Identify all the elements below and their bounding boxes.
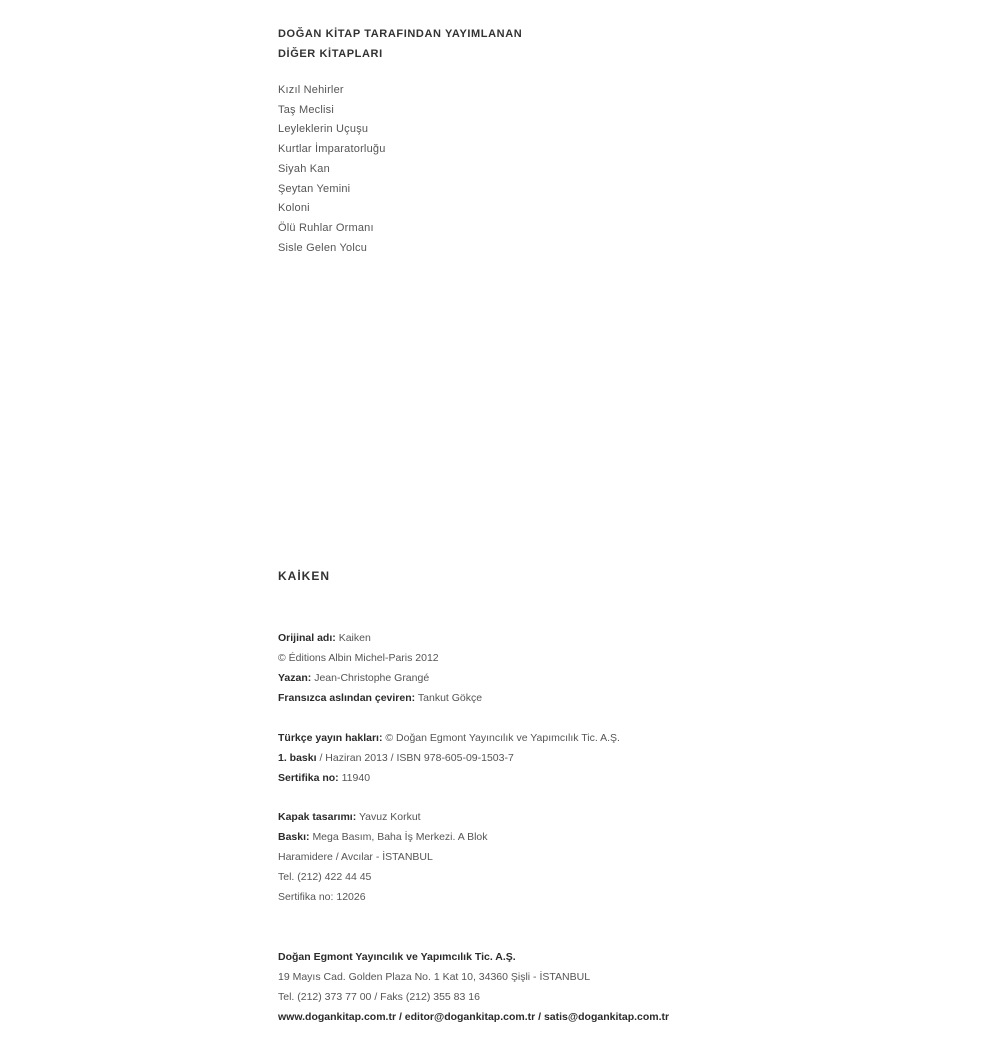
original-title-line: [278, 628, 482, 648]
author-label: Yazan:: [278, 672, 312, 684]
list-item: Leyleklerin Uçuşu: [278, 123, 369, 136]
publisher-address: 19 Mayıs Cad. Golden Plaza No. 1 Kat 10, 34360 Şişli - İSTANBUL: [278, 971, 591, 983]
publisher-block: [278, 947, 669, 1027]
printer-phone: Tel. (212) 422 44 45: [278, 871, 372, 883]
certificate-value: 11940: [341, 772, 371, 784]
author-line: [278, 668, 482, 688]
list-item: Ölü Ruhlar Ormanı: [278, 221, 374, 234]
list-item: Kurtlar İmparatorluğu: [278, 143, 386, 156]
list-item: Sisle Gelen Yolcu: [278, 241, 368, 254]
edition-line: [278, 748, 620, 768]
rights-label: Türkçe yayın hakları:: [278, 732, 383, 744]
publisher-name: Doğan Egmont Yayıncılık ve Yapımcılık Tic. A.Ş.: [278, 951, 516, 963]
publisher-web-links: www.dogankitap.com.tr / editor@dogankitap.com.tr / satis@dogankitap.com.tr: [278, 1011, 670, 1023]
certificate-line: [278, 768, 620, 788]
production-block: [278, 807, 488, 907]
cover-design-line: [278, 807, 488, 827]
printing-value: Mega Basım, Baha İş Merkezi. A Blok: [312, 831, 488, 843]
heading-line-1: DOĞAN KİTAP TARAFINDAN YAYIMLANAN: [278, 28, 523, 40]
work-title: KAİKEN: [278, 569, 331, 583]
copyright-line: © Éditions Albin Michel-Paris 2012: [278, 652, 439, 664]
printing-label: Baskı:: [278, 831, 310, 843]
other-books-list: [278, 81, 386, 258]
rights-line: [278, 728, 620, 748]
cover-design-label: Kapak tasarımı:: [278, 811, 357, 823]
list-item: Siyah Kan: [278, 162, 330, 175]
list-item: Koloni: [278, 202, 310, 215]
printing-line: [278, 827, 488, 847]
list-item: Taş Meclisi: [278, 103, 334, 116]
printer-address: Haramidere / Avcılar - İSTANBUL: [278, 851, 433, 863]
printer-certificate: Sertifika no: 12026: [278, 891, 366, 903]
other-books-heading: [278, 24, 522, 64]
original-title-value: Kaiken: [338, 632, 371, 644]
credits-block: [278, 628, 482, 708]
list-item: Kızıl Nehirler: [278, 84, 344, 96]
copyright-page: [278, 0, 978, 1050]
rights-block: [278, 728, 620, 788]
edition-label: 1. baskı: [278, 752, 317, 764]
edition-value: / Haziran 2013 / ISBN 978-605-09-1503-7: [319, 752, 514, 764]
translator-label: Fransızca aslından çeviren:: [278, 692, 416, 704]
translator-value: Tankut Gökçe: [417, 692, 483, 704]
heading-line-2: DİĞER KİTAPLARI: [278, 48, 383, 60]
list-item: Şeytan Yemini: [278, 182, 351, 195]
author-value: Jean-Christophe Grangé: [314, 672, 430, 684]
rights-value: © Doğan Egmont Yayıncılık ve Yapımcılık Tic. A.Ş.: [385, 732, 620, 744]
certificate-label: Sertifika no:: [278, 772, 339, 784]
translator-line: [278, 688, 482, 708]
cover-design-value: Yavuz Korkut: [358, 811, 421, 823]
original-title-label: Orijinal adı:: [278, 632, 336, 644]
publisher-phone: Tel. (212) 373 77 00 / Faks (212) 355 83 16: [278, 991, 480, 1003]
